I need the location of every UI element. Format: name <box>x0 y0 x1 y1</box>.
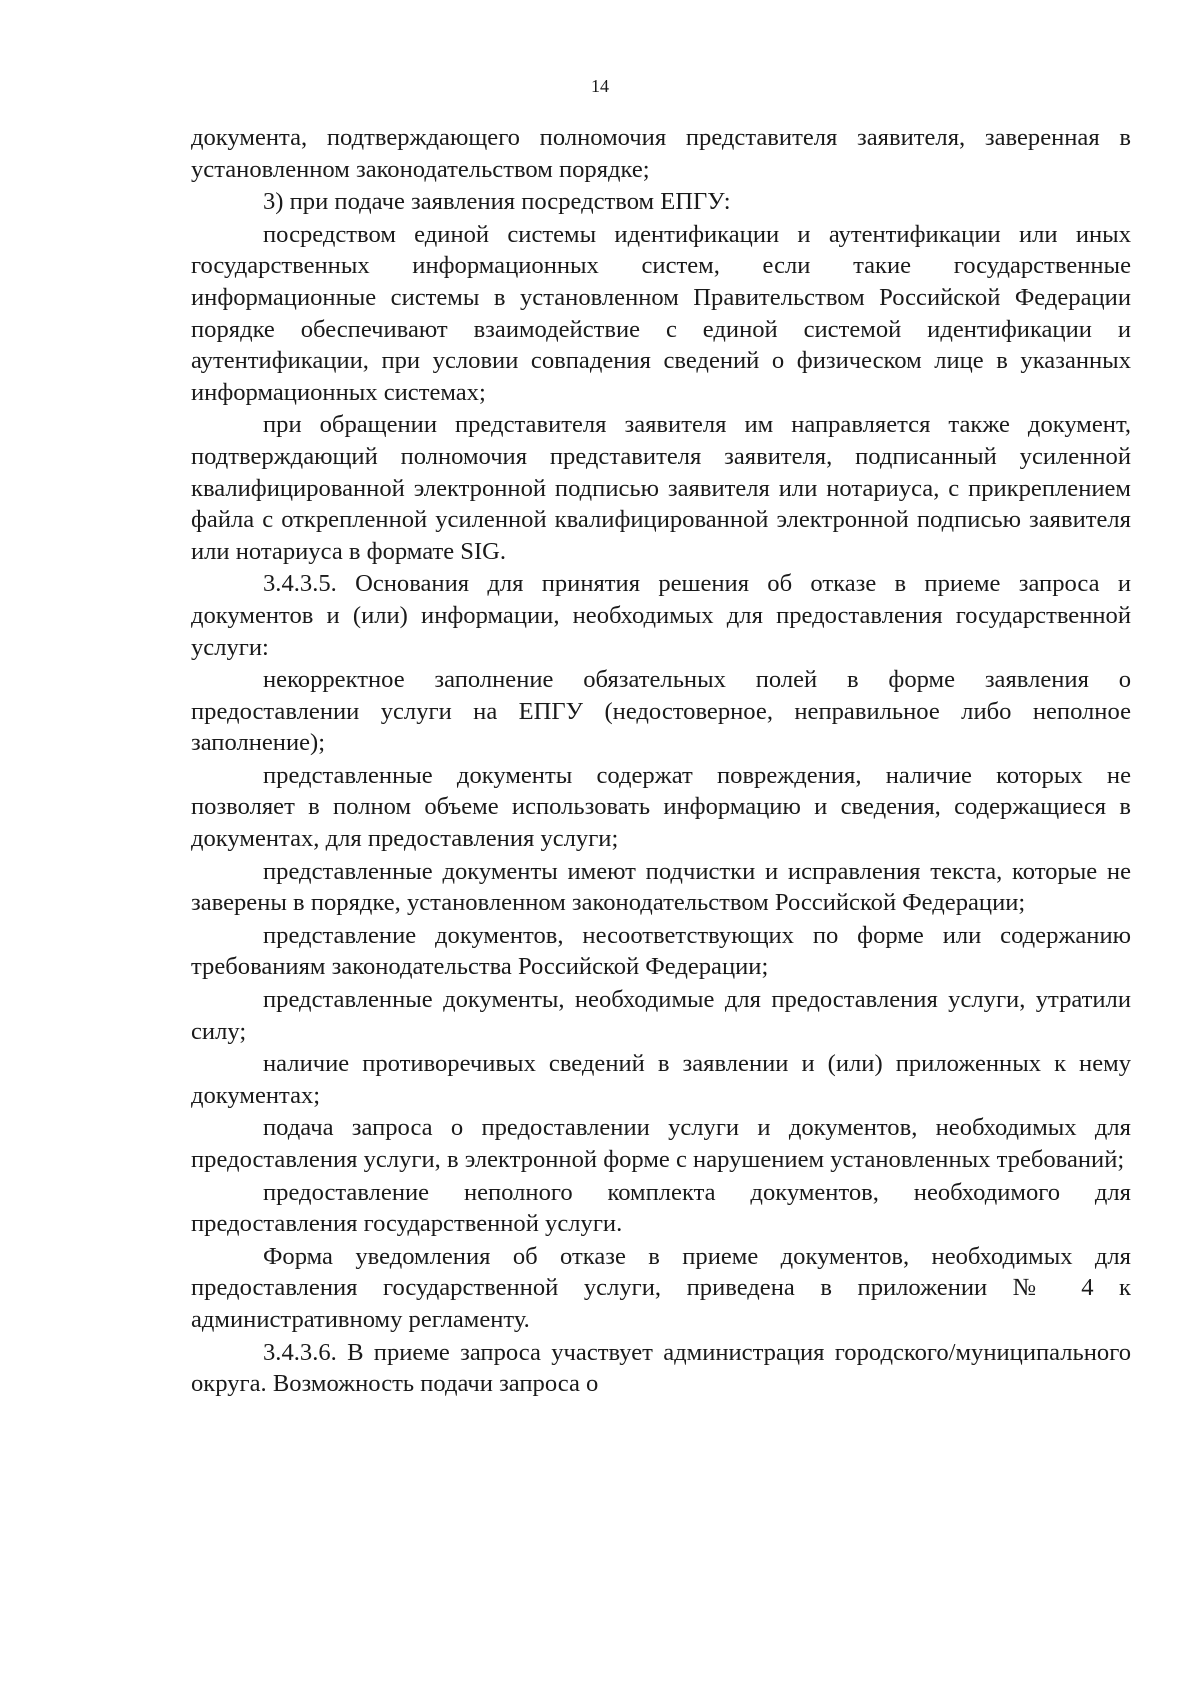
paragraph-notification-form: Форма уведомления об отказе в приеме документов, необходимых для предоставления государственной услуги, приведена в приложении № 4 к административному регламенту. <box>191 1242 1131 1333</box>
list-item-damaged-documents: представленные документы содержат повреждения, наличие которых не позволяет в полном объеме использовать информацию и сведения, содержащиеся в документах, для предоставления услуги; <box>191 761 1131 853</box>
paragraph-representative: при обращении представителя заявителя им направляется также документ, подтверждающий полномочия представителя заявителя, подписанный усиленной квалифицированной электронной подписью заявителя или нотариуса, с прикреплением файла с открепленной усиленной квалифицированной электронной подписью заявителя или нотариуса в формате SIG. <box>191 411 1131 565</box>
list-item-expired: представленные документы, необходимые для предоставления услуги, утратили силу; <box>191 986 1131 1045</box>
list-item-incorrect-filling: некорректное заполнение обязательных полей в форме заявления о предоставлении услуги на ЕПГУ (недостоверное, неправильное либо неполное заполнение); <box>191 666 1131 757</box>
paragraph-continuation: документа, подтверждающего полномочия представителя заявителя, заверенная в установленном законодательством порядке; <box>191 124 1131 183</box>
paragraph-3-4-3-6: 3.4.3.6. В приеме запроса участвует администрация городского/муниципального округа. Возможность подачи запроса о <box>191 1338 1131 1398</box>
paragraph-3-4-3-5: 3.4.3.5. Основания для принятия решения об отказе в приеме запроса и документов и (или) информации, необходимых для предоставления государственной услуги: <box>191 570 1131 661</box>
list-item-violation: подача запроса о предоставлении услуги и документов, необходимых для предоставления услуги, в электронной форме с нарушением установленных требований; <box>191 1114 1131 1173</box>
list-item-incomplete: предоставление неполного комплекта документов, необходимого для предоставления государственной услуги. <box>191 1178 1131 1238</box>
paragraph-item-3: 3) при подаче заявления посредством ЕПГУ: <box>263 188 731 216</box>
list-item-nonconforming: представление документов, несоответствующих по форме или содержанию требованиям законодательства Российской Федерации; <box>191 921 1131 981</box>
list-item-contradictions: наличие противоречивых сведений в заявлении и (или) приложенных к нему документах; <box>191 1050 1131 1109</box>
document-body <box>191 122 1131 1400</box>
paragraph-identification-system: посредством единой системы идентификации и аутентификации или иных государственных информационных систем, если такие государственные информационные системы в установленном Правительством Российской Федерации порядке обеспечивают взаимодействие с единой системой идентификации и аутентификации, при условии совпадения сведений о физическом лице в указанных информационных системах; <box>191 220 1131 406</box>
page-number: 14 <box>591 76 609 96</box>
list-item-corrections: представленные документы имеют подчистки и исправления текста, которые не заверены в порядке, установленном законодательством Российской Федерации; <box>191 857 1131 917</box>
